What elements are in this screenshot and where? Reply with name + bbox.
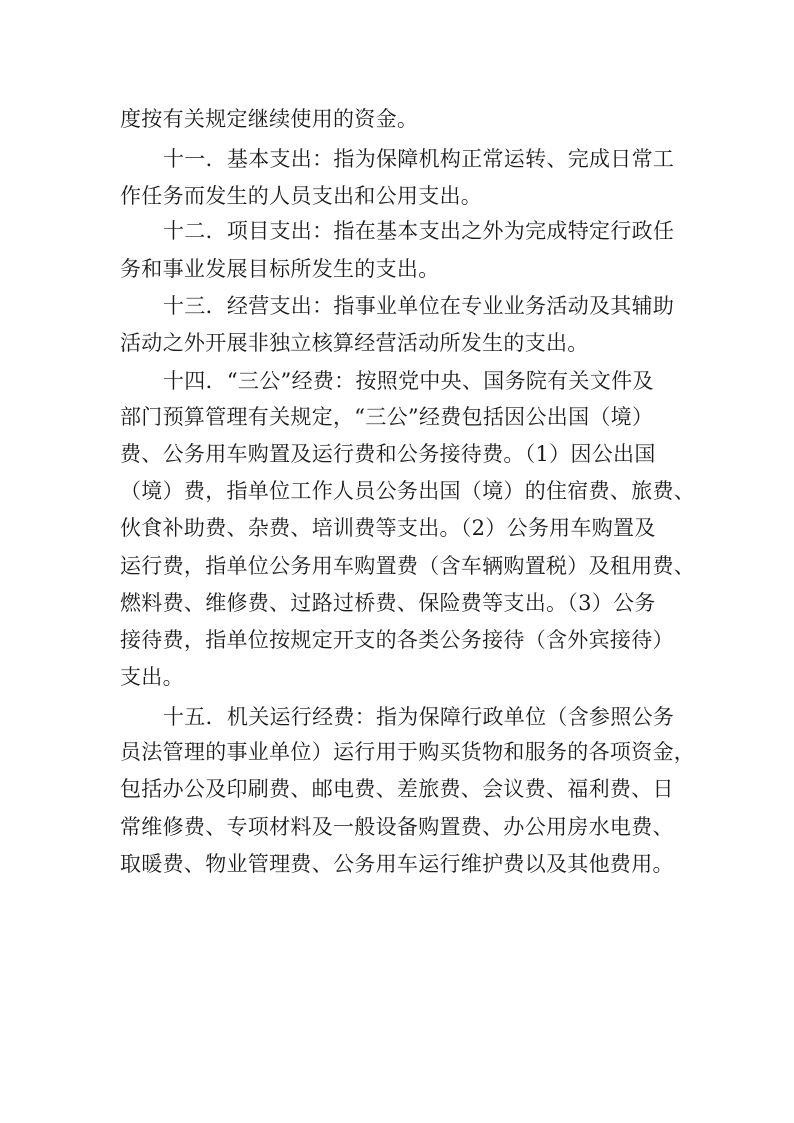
text-line: 支出。 [120, 665, 184, 689]
text-line: 度按有关规定继续使用的资金。 [120, 107, 419, 131]
text-line: 部门预算管理有关规定，“三公”经费包括因公出国（境） [120, 405, 654, 429]
text-line: 员法管理的事业单位）运行用于购买货物和服务的各项资金， [120, 740, 696, 764]
paragraph-12-heading-line: 十二．项目支出：指在基本支出之外为完成特定行政任 [163, 219, 675, 243]
text-line: 活动之外开展非独立核算经营活动所发生的支出。 [120, 331, 589, 355]
text-line: 作任务而发生的人员支出和公用支出。 [120, 184, 483, 208]
text-line: 接待费，指单位按规定开支的各类公务接待（含外宾接待） [120, 628, 674, 652]
paragraph-13-heading-line: 十三．经营支出：指事业单位在专业业务活动及其辅助 [163, 294, 675, 318]
paragraph-14-heading-line: 十四．“三公”经费：按照党中央、国务院有关文件及 [163, 369, 654, 393]
text-line: 常维修费、专项材料及一般设备购置费、办公用房水电费、 [120, 815, 674, 839]
text-line: 伙食补助费、杂费、培训费等支出。（2）公务用车购置及 [120, 516, 656, 540]
text-line: 包括办公及印刷费、邮电费、差旅费、会议费、福利费、日 [120, 777, 674, 801]
paragraph-11-heading-line: 十一．基本支出：指为保障机构正常运转、完成日常工 [163, 147, 675, 171]
text-line: 务和事业发展目标所发生的支出。 [120, 257, 440, 281]
text-line: 燃料费、维修费、过路过桥费、保险费等支出。（3）公务 [120, 591, 656, 615]
text-line: 取暖费、物业管理费、公务用车运行维护费以及其他费用。 [120, 852, 674, 876]
text-line: 运行费，指单位公务用车购置费（含车辆购置税）及租用费、 [120, 554, 696, 578]
paragraph-15-heading-line: 十五．机关运行经费：指为保障行政单位（含参照公务 [163, 705, 675, 729]
text-line: （境）费，指单位工作人员公务出国（境）的住宿费、旅费、 [120, 479, 696, 503]
text-line: 费、公务用车购置及运行费和公务接待费。（1）因公出国 [120, 442, 656, 466]
